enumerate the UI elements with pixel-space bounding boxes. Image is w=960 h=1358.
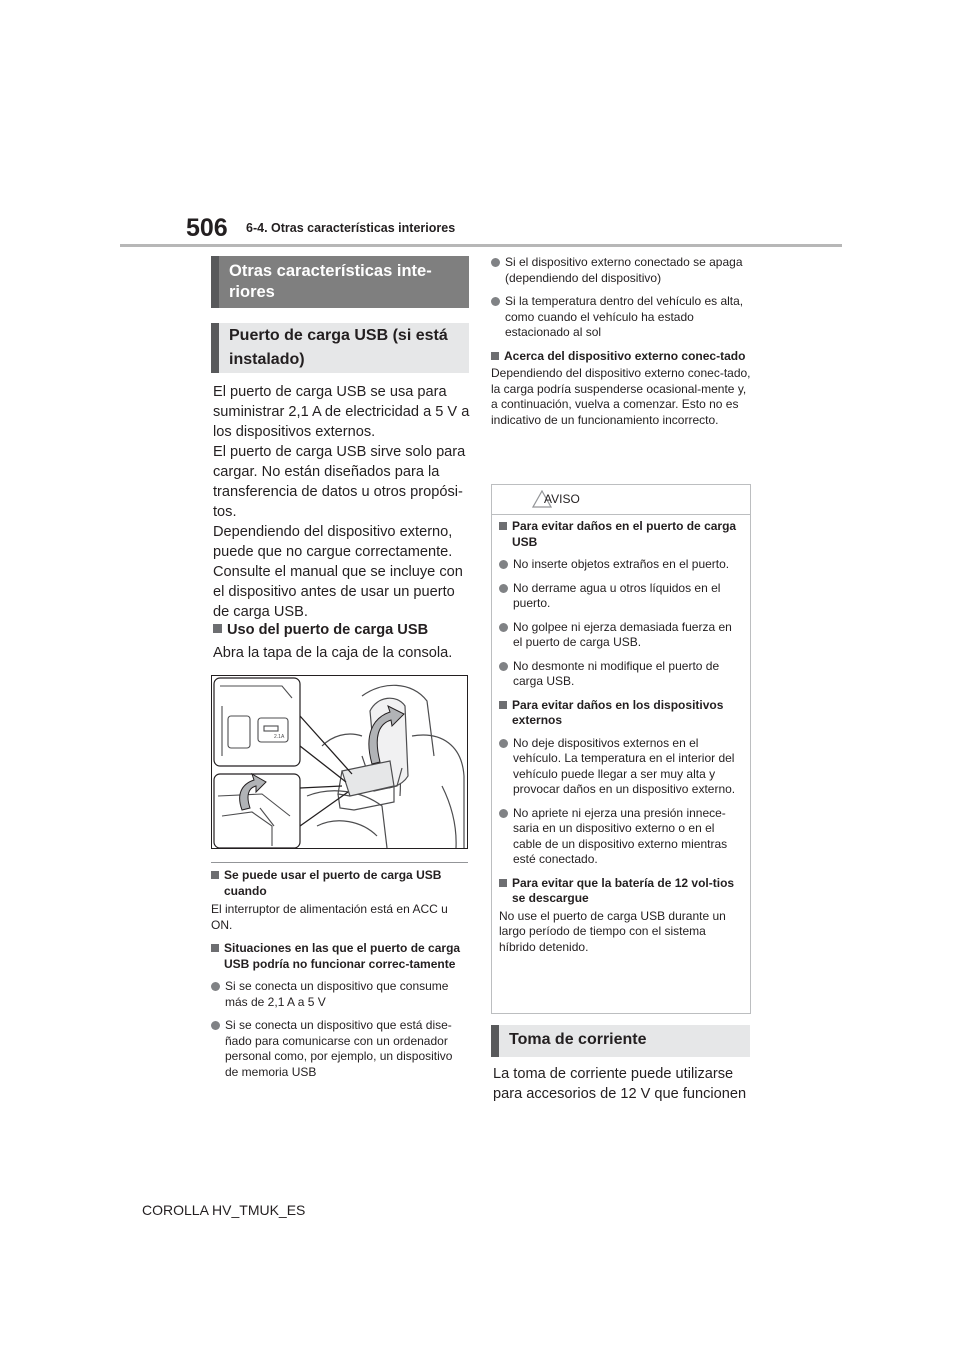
console-illustration xyxy=(212,676,468,849)
note-heading: Acerca del dispositivo externo conec-tado xyxy=(491,349,753,365)
usage-text: Abra la tapa de la caja de la consola. xyxy=(213,645,453,661)
chapter-banner-title: Otras características inte- riores xyxy=(229,262,432,301)
list-item: No deje dispositivos externos en el vehículo. La temperatura en el interior del vehículo puede llegar a ser muy alta y provocar daños en un dispositivo externo. xyxy=(499,736,743,798)
caution-heading: Para evitar que la batería de 12 vol-tios se descargue xyxy=(499,876,743,907)
port-rating-label: 2.1A xyxy=(274,734,285,740)
list-item: No inserte objetos extraños en el puerto. xyxy=(499,557,743,573)
page-number: 506 xyxy=(186,214,228,242)
caution-header xyxy=(492,485,750,515)
list-item: No golpee ni ejerza demasiada fuerza en el puerto de carga USB. xyxy=(499,620,743,651)
bullet-dot-icon xyxy=(499,809,508,818)
header-rule xyxy=(120,244,842,247)
bullet-dot-icon xyxy=(491,258,500,267)
caution-heading: Para evitar daños en el puerto de carga USB xyxy=(499,519,743,550)
caution-text: No use el puerto de carga USB durante un largo período de tiempo con el sistema híbrido detenido. xyxy=(499,908,726,954)
square-bullet-icon xyxy=(211,871,219,879)
list-item: Si se conecta un dispositivo que consume más de 2,1 A a 5 V xyxy=(211,979,469,1010)
intro-line: los dispositivos externos. xyxy=(213,424,376,440)
power-outlet-text xyxy=(493,1064,755,1104)
usb-port-illustration xyxy=(211,675,468,849)
square-bullet-icon xyxy=(499,879,507,887)
intro-line: cargar. No están diseñados para la xyxy=(213,464,440,480)
list-item: No derrame agua u otros líquidos en el puerto. xyxy=(499,581,743,612)
bullet-dot-icon xyxy=(491,297,500,306)
bullet-dot-icon xyxy=(211,1021,220,1030)
note-heading: Situaciones en las que el puerto de carga USB podría no funcionar correc-tamente xyxy=(211,941,469,972)
intro-line: Dependiendo del dispositivo externo, xyxy=(213,524,453,540)
square-bullet-icon xyxy=(499,522,507,530)
bullet-dot-icon xyxy=(499,584,508,593)
list-item: No apriete ni ejerza una presión innece-saria en un dispositivo externo o en el cable de un dispositivo externo mientras esté conectado. xyxy=(499,806,743,868)
usb-section-banner xyxy=(211,323,469,373)
intro-line: el dispositivo antes de usar un puerto xyxy=(213,584,455,600)
bullet-dot-icon xyxy=(499,739,508,748)
note-divider xyxy=(211,862,468,863)
usage-heading-text: Uso del puerto de carga USB xyxy=(227,622,429,638)
square-bullet-icon xyxy=(499,701,507,709)
intro-line: transferencia de datos u otros propósi- xyxy=(213,484,463,500)
note-heading: Se puede usar el puerto de carga USB cuando xyxy=(211,868,469,899)
square-bullet-icon xyxy=(213,624,222,633)
power-outlet-banner xyxy=(491,1025,750,1057)
square-bullet-icon xyxy=(211,944,219,952)
usb-intro xyxy=(213,382,473,622)
intro-line: suministrar 2,1 A de electricidad a 5 V a xyxy=(213,404,470,420)
section-title: 6-4. Otras características interiores xyxy=(246,221,456,235)
outlet-line: La toma de corriente puede utilizarse xyxy=(493,1066,734,1082)
intro-line: de carga USB. xyxy=(213,604,308,620)
list-item: Si se conecta un dispositivo que está dise-ñado para comunicarse con un ordenador personal como, por ejemplo, un dispositivo de memoria USB xyxy=(211,1018,469,1080)
list-item: Si el dispositivo externo conectado se apaga (dependiendo del dispositivo) xyxy=(491,255,753,286)
caution-box xyxy=(491,484,751,1014)
usb-section-title: Puerto de carga USB (si está instalado) xyxy=(229,327,448,368)
list-item: No desmonte ni modifique el puerto de carga USB. xyxy=(499,659,743,690)
note-text: El interruptor de alimentación está en ACC u ON. xyxy=(211,902,448,932)
outlet-line: para accesorios de 12 V que funcionen xyxy=(493,1086,747,1102)
list-item: Si la temperatura dentro del vehículo es alta, como cuando el vehículo ha estado estacionado al sol xyxy=(491,294,753,341)
square-bullet-icon xyxy=(491,352,499,360)
intro-line: El puerto de carga USB se usa para xyxy=(213,384,447,400)
notes-left xyxy=(211,868,469,1080)
bullet-dot-icon xyxy=(499,623,508,632)
power-outlet-title: Toma de corriente xyxy=(509,1031,647,1048)
bullet-dot-icon xyxy=(211,982,220,991)
notes-right xyxy=(491,255,753,428)
bullet-dot-icon xyxy=(499,560,508,569)
usage-heading xyxy=(213,620,473,640)
note-text: Dependiendo del dispositivo externo conec-tado, la carga podría suspenderse ocasional-mente y, a continuación, vuelva a comenzar. Esto no es indicativo de un funcionamiento incorrecto. xyxy=(491,366,751,427)
caution-heading: Para evitar daños en los dispositivos externos xyxy=(499,698,743,729)
caution-label: AVISO xyxy=(544,492,580,506)
intro-line: tos. xyxy=(213,504,237,520)
intro-line: puede que no cargue correctamente. xyxy=(213,544,453,560)
intro-line: Consulte el manual que se incluye con xyxy=(213,564,463,580)
chapter-banner xyxy=(211,256,469,308)
caution-content xyxy=(499,519,743,955)
bullet-dot-icon xyxy=(499,662,508,671)
footer-model-code: COROLLA HV_TMUK_ES xyxy=(142,1202,306,1218)
intro-line: El puerto de carga USB sirve solo para xyxy=(213,444,466,460)
